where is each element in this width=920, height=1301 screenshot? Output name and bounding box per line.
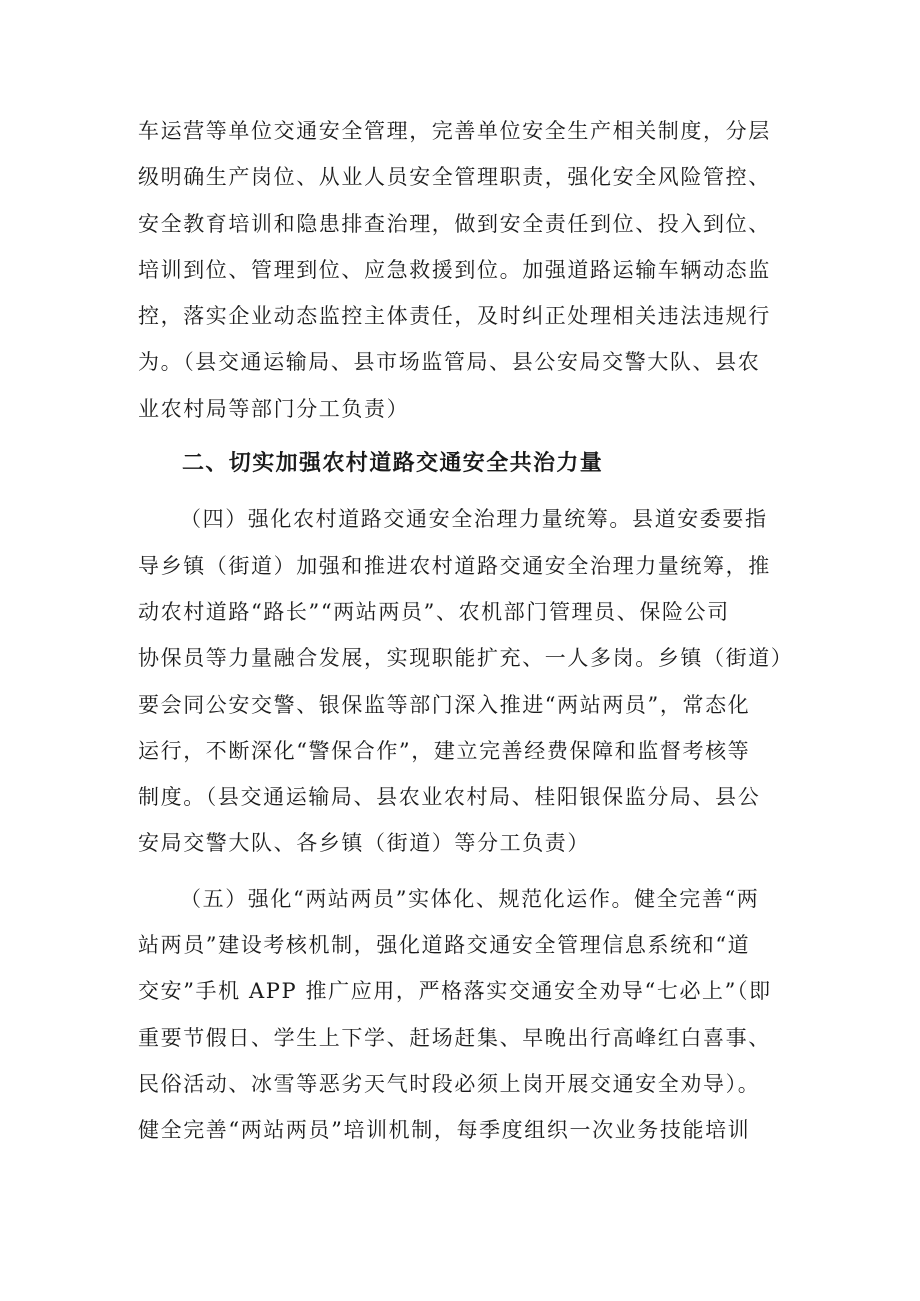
text-line: 为。（县交通运输局、县市场监管局、县公安局交警大队、县农 (138, 350, 761, 375)
text-line: 动农村道路“路长”“两站两员”、农机部门管理员、保险公司 (138, 599, 730, 624)
text-line: 车运营等单位交通安全管理，完善单位安全生产相关制度，分层 (138, 119, 771, 143)
text-line: 培训到位、管理到位、应急救援到位。加强道路运输车辆动态监 (138, 257, 771, 282)
text-line: 协保员等力量融合发展，实现职能扩充、一人多岗。乡镇（街道） (138, 646, 794, 671)
text-line: （五）强化“两站两员”实体化、规范化运作。健全完善“两 (180, 886, 760, 911)
text-line: 安局交警大队、各乡镇（街道）等分工负责） (138, 831, 590, 856)
paragraph-item-four (138, 496, 798, 866)
text-line: 民俗活动、冰雪等恶劣天气时段必须上岗开展交通安全劝导）。 (138, 1071, 761, 1096)
text-line: 交安”手机 APP 推广应用，严格落实交通安全劝导“七必上”（即 (138, 979, 772, 1004)
paragraph-item-five (138, 876, 798, 1154)
text-line: （四）强化农村道路交通安全治理力量统筹。县道安委要指 (180, 507, 768, 532)
text-line: 站两员”建设考核机制，强化道路交通安全管理信息系统和“道 (138, 933, 751, 958)
text-line: 业农村局等部门分工负责） (138, 396, 410, 421)
text-line: 制度。（县交通运输局、县农业农村局、桂阳银保监分局、县公 (138, 785, 761, 810)
text-line: 重要节假日、学生上下学、赶场赶集、早晚出行高峰红白喜事、 (138, 1025, 771, 1050)
document-body (138, 108, 798, 1154)
text-line: 安全教育培训和隐患排查治理，做到安全责任到位、投入到位、 (138, 211, 771, 236)
text-line: 级明确生产岗位、从业人员安全管理职责，强化安全风险管控、 (138, 165, 771, 190)
text-line: 导乡镇（街道）加强和推进农村道路交通安全治理力量统筹，推 (138, 553, 771, 578)
section-heading: 二、切实加强农村道路交通安全共治力量 (182, 451, 604, 477)
paragraph-continued (138, 108, 798, 432)
text-line: 要会同公安交警、银保监等部门深入推进“两站两员”，常态化 (138, 692, 751, 717)
text-line: 健全完善“两站两员”培训机制，每季度组织一次业务技能培训 (138, 1118, 751, 1143)
text-line: 控，落实企业动态监控主体责任，及时纠正处理相关违法违规行 (138, 304, 771, 329)
text-line: 运行，不断深化“警保合作”，建立完善经费保障和监督考核等 (138, 738, 751, 763)
